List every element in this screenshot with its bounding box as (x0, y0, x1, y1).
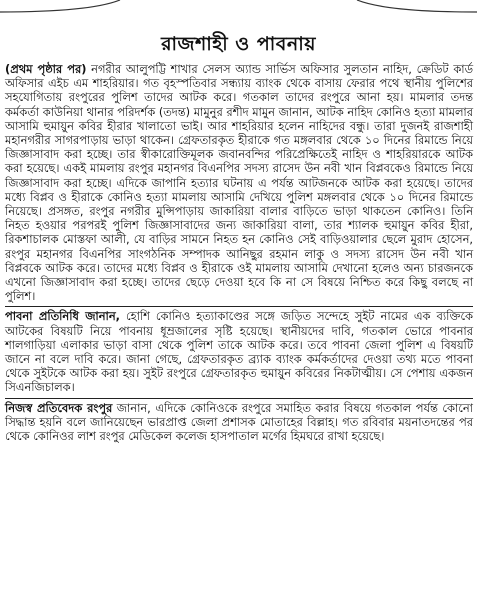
section-divider (5, 306, 473, 307)
pabna-correspondent-label: পাবনা প্রতিনিধি জানান, (5, 309, 120, 324)
paragraph-continued (5, 62, 473, 303)
paragraph-pabna (5, 309, 473, 394)
article-headline: রাজশাহী ও পাবনায় (161, 33, 316, 55)
paragraph-text: জানান, এদিকে কোনিওকে রংপুরে সমাহিত করার বিষয়ে গতকাল পর্যন্ত কোনো সিদ্ধান্ত হয়নি বলে জানিয়েছেন ভারপ্রাপ্ত জেলা প্রশাসক মোতাহের বিল্লাহ। গত রবিবার ময়নাতদন্তের পর থেকে কোনিওর লাশ রংপুর মেডিকেল কলেজ হাসপাতাল মর্গের হিমঘরে রাখা হয়েছে। (5, 400, 473, 444)
top-frame-lines (0, 0, 477, 14)
article-body (5, 62, 473, 443)
paragraph-rangpur (5, 401, 473, 444)
continuation-label: (প্রথম পৃষ্ঠার পর) (5, 62, 87, 76)
paragraph-text: নগরীর আলুপট্টি শাখার সেলস অ্যান্ড সার্ভিস অফিসার সুলতান নাহিদ, ক্রেডিট কার্ড অফিসার এইচ এম শাহরিয়ার। গত বৃহস্পতিবার সন্ধ্যায় ব্যাংক থেকে বাসায় ফেরার পথে স্থানীয় পুলিশের সহযোগিতায় রংপুরের পুলিশ তাদের আটক করে। গতকাল তাদের রংপুরে আনা হয়। মামলার তদন্ত কর্মকর্তা কাউনিয়া থানার পরিদর্শক (তদন্ত) মামুনুর রশীদ মামুন জানান, আটক নাহিদ কোনিও হত্যা মামলার আসামি হুমায়ুন কবির হীরার খালাতো ভাই। আর শাহরিয়ার হলেন নাহিদের বন্ধু। তারা দুজনই রাজশাহী মহানগরীর সাগরপাড়ায় ভাড়া থাকেন। গ্রেফতারকৃত হীরাকে গত মঙ্গলবার থেকে ১০ দিনের রিমান্ডে নিয়ে জিজ্ঞাসাবাদ করা হচ্ছে। তার স্বীকারোক্তিমূলক জবানবন্দির পরিপ্রেক্ষিতেই নাহিদ ও শাহরিয়ারকে আটক করা হয়েছে। একই মামলায় রংপুর মহানগর বিএনপির সদস্য রাসেদ উন নবী খান বিপ্লবকেও রিমান্ডে নিয়ে জিজ্ঞাসাবাদ করা হচ্ছে। এদিকে জাপানি হত্যার ঘটনায় এ পর্যন্ত আটজনকে আটক করা হয়েছে। তাদের মধ্যে বিপ্লব ও হীরাকে কোনিও হত্যা মামলায় আসামি দেখিয়ে পুলিশ মঙ্গলবার থেকে ১০ দিনের রিমান্ডে নিয়েছে। প্রসঙ্গত, রংপুর নগরীর মুন্সিপাড়ায় জাকারিয়া বালার বাড়িতে ভাড়া থাকতেন কোনিও। তিনি নিহত হওয়ার পরপরই পুলিশ জিজ্ঞাসাবাদের জন্য জাকারিয়া বালা, তার শ্যালক হুমায়ুন কবির হীরা, রিকশাচালক মোস্তফা আলী, যে বাড়ির সামনে নিহত হন কোনিও সেই বাড়িওয়ালার ছেলে মুরাদ হোসেন, রংপুর মহানগর বিএনপির সাংগঠনিক সম্পাদক আনিছুর রহমান লাকু ও সদস্য রাসেদ উন নবী খান বিপ্লবকে আটক করে। তাদের মধ্যে বিপ্লব ও হীরাকে ওই মামলায় আসামি দেখানো হলেও অন্য চারজনকে এখনো জিজ্ঞাসাবাদ করা হচ্ছে। তাদের ছেড়ে দেওয়া হবে কি না সে বিষয়ে নিশ্চিত করে কিছু বলছে না পুলিশ। (5, 62, 473, 304)
rangpur-reporter-label: নিজস্ব প্রতিবেদক রংপুর (5, 400, 113, 415)
section-divider (5, 398, 473, 399)
paragraph-text: হোশি কোনিও হত্যাকাণ্ডের সঙ্গে জড়িত সন্দেহে সুইট নামের এক ব্যক্তিকে আটকের বিষয়টি নিয়ে পাবনায় ধূম্রজালের সৃষ্টি হয়েছে। স্থানীয়দের দাবি, গতকাল ভোরে পাবনার শালগাড়িয়া এলাকার ভাড়া বাসা থেকে পুলিশ তাকে আটক করে। তবে পাবনা জেলা পুলিশ এ বিষয়টি জানে না বলে দাবি করে। জানা গেছে, গ্রেফতারকৃত ব্র্যাক ব্যাংক কর্মকর্তাদের দেওয়া তথ্য মতে পাবনা থেকে সুইটকে আটক করা হয়। সুইট রংপুরে গ্রেফতারকৃত হুমায়ুন কবিরের নিকটাত্মীয়। সে পেশায় একজন সিএনজিচালক। (5, 309, 473, 395)
